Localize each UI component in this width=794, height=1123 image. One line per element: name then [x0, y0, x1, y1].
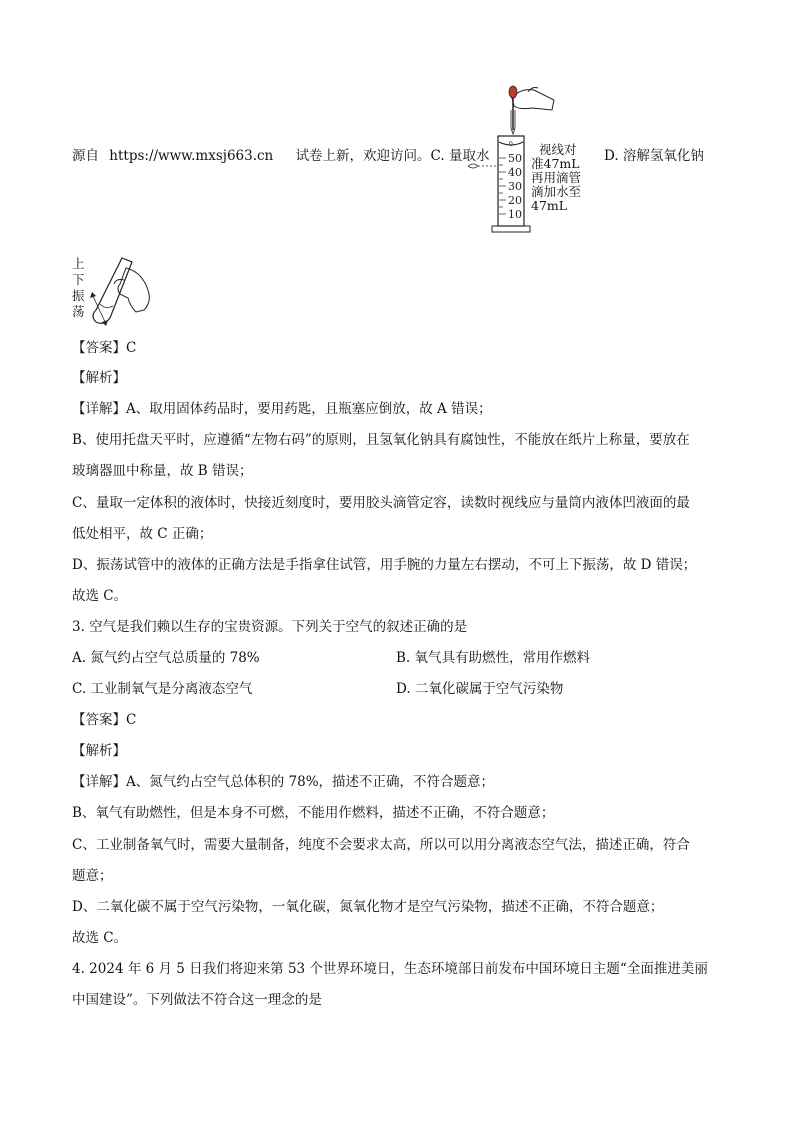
- q4-stem-line: 中国建设”。下列做法不符合这一理念的是: [72, 992, 322, 1008]
- q3-option-a: A. 氮气约占空气总质量的 78%: [72, 650, 260, 666]
- tube-label-char: 上: [72, 256, 85, 271]
- q3-option-d: D. 二氧化碳属于空气污染物: [396, 681, 564, 697]
- svg-text:0: 0: [509, 141, 513, 148]
- q3-line: 【详解】A、氮气约占空气总体积的 78%，描述不正确，不符合题意；: [72, 774, 495, 790]
- source-suffix: 试卷上新，欢迎访问。C. 量取水: [295, 148, 490, 164]
- test-tube-figure: [86, 254, 156, 328]
- q3-option-c: C. 工业制氧气是分离液态空气: [72, 681, 253, 697]
- option-d-top: D. 溶解氢氧化钠: [604, 148, 704, 164]
- scale-label: 50: [508, 152, 522, 165]
- cylinder-scale: [508, 152, 522, 221]
- q2-line: 低处相平，故 C 正确；: [72, 526, 213, 542]
- q2-line: 玻璃器皿中称量，故 B 错误；: [72, 463, 253, 479]
- source-prefix: 源自: [72, 148, 99, 164]
- q2-line: C、量取一定体积的液体时，快接近刻度时，要用胶头滴管定容，读数时视线应与量筒内液体凹液面的最: [72, 495, 690, 511]
- note-line: 47mL: [531, 198, 568, 213]
- note-line: 准47mL: [531, 156, 580, 171]
- q3-answer: 【答案】C: [72, 712, 137, 728]
- q3-line: 题意；: [72, 868, 113, 884]
- q2-analysis-head: 【解析】: [72, 370, 126, 386]
- q3-analysis-head: 【解析】: [72, 743, 126, 759]
- q2-line: D、振荡试管中的液体的正确方法是手指拿住试管，用手腕的力量左右摆动，不可上下振荡，故 D 错误；: [72, 557, 697, 573]
- q3-stem: 3. 空气是我们赖以生存的宝贵资源。下列关于空气的叙述正确的是: [72, 619, 468, 635]
- note-line: 滴加水至: [531, 184, 582, 199]
- q3-line: 故选 C。: [72, 930, 128, 946]
- q2-answer: 【答案】C: [72, 340, 137, 356]
- scale-label: 30: [508, 180, 522, 193]
- source-url[interactable]: https://www.mxsj663.cn: [109, 148, 274, 164]
- scale-label: 10: [508, 208, 522, 221]
- eye-icon: [468, 164, 478, 168]
- scale-label: 40: [508, 166, 522, 179]
- q3-option-b: B. 氧气具有助燃性，常用作燃料: [396, 650, 591, 666]
- note-line: 再用滴管: [531, 170, 582, 185]
- tube-label-char: 下: [72, 272, 85, 287]
- tube-label-char: 振: [72, 288, 85, 303]
- tube-label-char: 荡: [72, 304, 85, 319]
- source-line: [72, 146, 490, 166]
- q3-line: C、工业制备氧气时，需要大量制备，纯度不会要求太高，所以可以用分离液态空气法，描述正确，符合: [72, 837, 690, 853]
- q2-line: 故选 C。: [72, 588, 128, 604]
- cylinder-note: [531, 143, 591, 213]
- note-line: 视线对: [539, 142, 577, 157]
- q4-stem-line: 4. 2024 年 6 月 5 日我们将迎来第 53 个世界环境日，生态环境部日前发布中国环境日主题“全面推进美丽: [72, 961, 708, 977]
- q3-line: B、氧气有助燃性，但是本身不可燃，不能用作燃料，描述不正确，不符合题意；: [72, 805, 555, 821]
- q2-line: B、使用托盘天平时，应遵循“左物右码”的原则，且氢氧化钠具有腐蚀性，不能放在纸片上称量，要放在: [72, 432, 690, 448]
- scale-label: 20: [508, 194, 522, 207]
- q2-line: 【详解】A、取用固体药品时，要用药匙，且瓶塞应倒放，故 A 错误；: [72, 401, 492, 417]
- q3-line: D、二氧化碳不属于空气污染物，一氧化碳，氮氧化物才是空气污染物，描述不正确，不符合题意；: [72, 899, 664, 915]
